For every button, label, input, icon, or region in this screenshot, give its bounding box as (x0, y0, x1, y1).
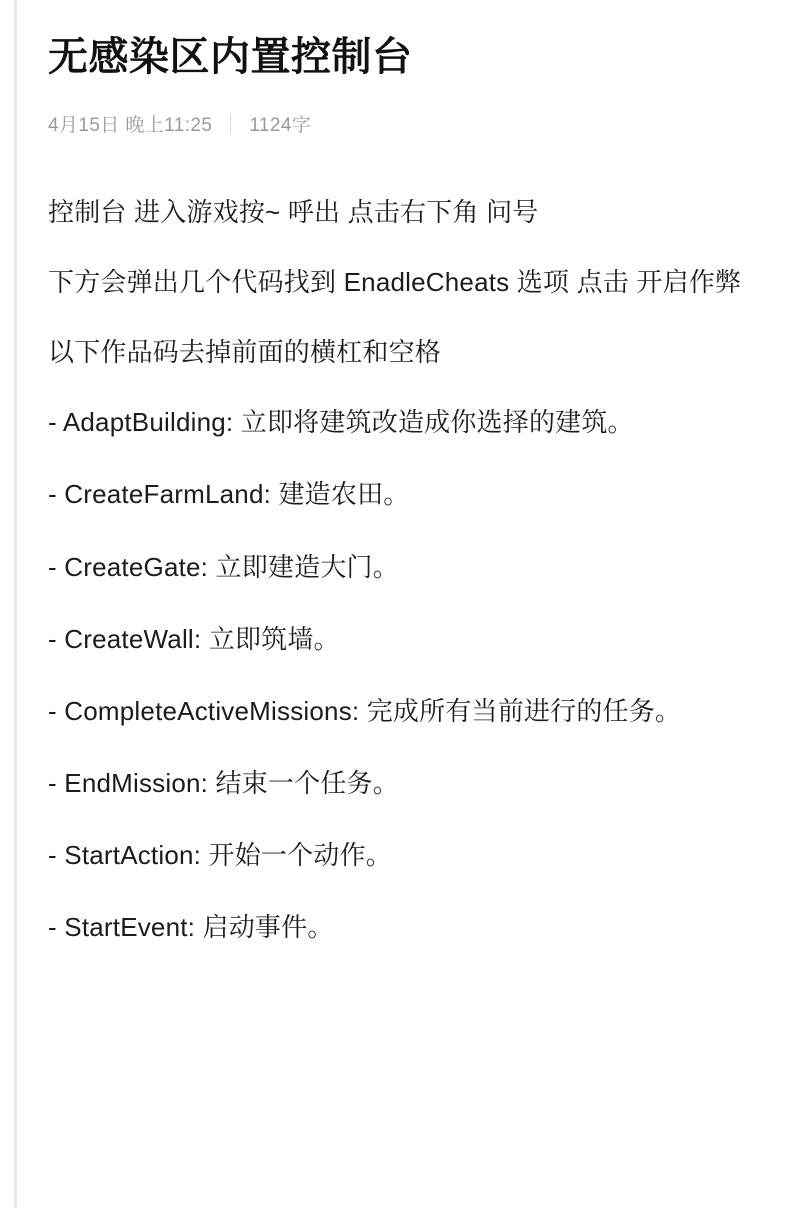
paragraph: 控制台 进入游戏按~ 呼出 点击右下角 问号 (48, 197, 539, 227)
article-meta (48, 110, 752, 137)
article-body (48, 191, 752, 948)
command-item: - EndMission: 结束一个任务。 (48, 767, 399, 798)
paragraph: 下方会弹出几个代码找到 EnadleCheats 选项 点击 开启作弊 (48, 267, 742, 298)
command-item: - AdaptBuilding: 立即将建筑改造成你选择的建筑。 (48, 407, 634, 438)
command-item: - StartAction: 开始一个动作。 (48, 839, 392, 870)
command-item: - CreateFarmLand: 建造农田。 (48, 479, 410, 510)
command-item: - CompleteActiveMissions: 完成所有当前进行的任务。 (48, 695, 682, 726)
command-item: - CreateWall: 立即筑墙。 (48, 623, 340, 654)
publish-date: 4月15日 晚上11:25 (48, 115, 213, 136)
left-edge-rail (14, 0, 17, 1208)
meta-divider (230, 114, 231, 133)
page-title: 无感染区内置控制台 (48, 35, 413, 79)
command-item: - CreateGate: 立即建造大门。 (48, 551, 399, 582)
command-item: - StartEvent: 启动事件。 (48, 912, 334, 943)
word-count: 1124字 (249, 115, 312, 136)
paragraph: 以下作品码去掉前面的横杠和空格 (48, 337, 442, 368)
